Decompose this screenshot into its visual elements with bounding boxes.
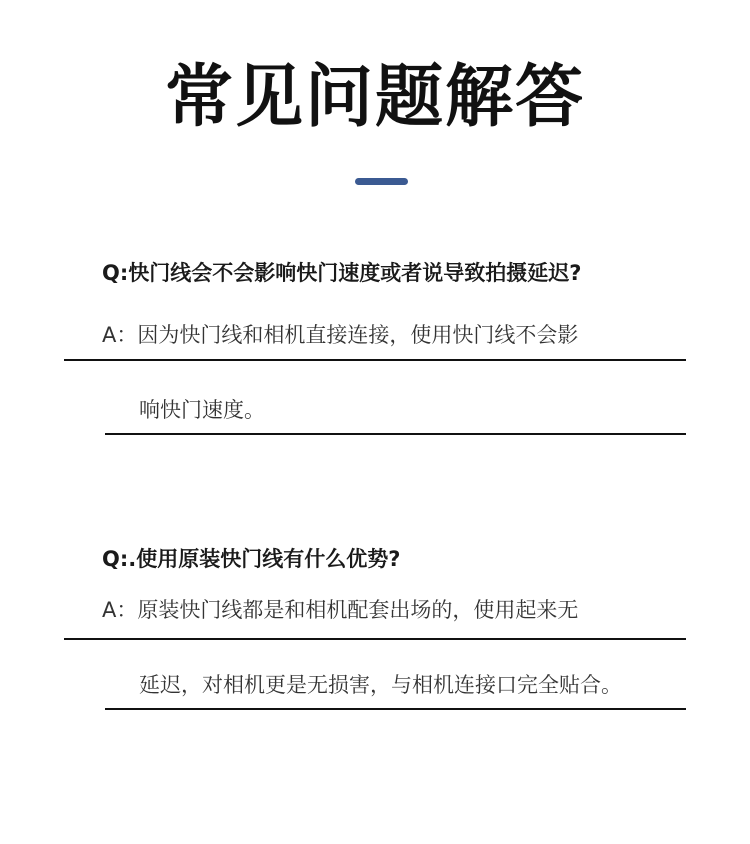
title-divider [355,178,408,185]
faq-answer-1-line-1: A：因为快门线和相机直接连接，使用快门线不会影 [102,323,579,347]
faq-answer-1-line-2: 响快门速度。 [139,398,265,422]
faq-1-rule-2 [105,433,686,435]
faq-question-1: Q:快门线会不会影响快门速度或者说导致拍摄延迟? [102,261,582,285]
faq-2-rule-2 [105,708,686,710]
faq-2-rule-1 [64,638,686,640]
faq-answer-2-line-2: 延迟，对相机更是无损害，与相机连接口完全贴合。 [139,673,622,697]
faq-answer-2-line-1: A：原装快门线都是和相机配套出场的，使用起来无 [102,598,579,622]
faq-question-2: Q:.使用原装快门线有什么优势? [102,547,401,571]
faq-1-rule-1 [64,359,686,361]
page-title: 常见问题解答 [164,58,585,137]
